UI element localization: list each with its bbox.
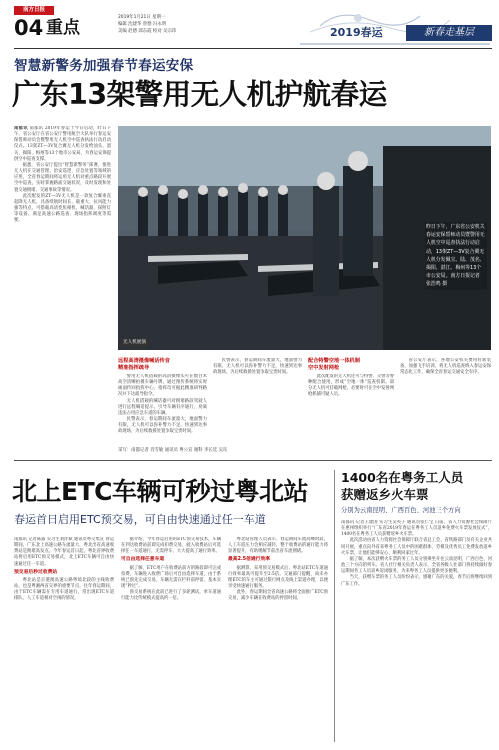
lead-col3-p1: 此次配发的无人机还可与特警、交警等警种配合使用，形成“空地一体”巡查机制。部分无人机可挂载网枪，必要时可在空中发射网枪抓捕可疑人员。 [308, 374, 394, 398]
ticket-body [341, 520, 492, 742]
lead-col2 [118, 374, 207, 444]
ticket-subhead: 分别为云南昆明、广西百色、河池三个方向 [341, 507, 461, 514]
ticket-p3: 据了解，本次获赠火车票的务工人员分别乘坐开往云南昆明、广西百色、河池三个方向的列车。省人社厅相关负责人表示，全省各级人社部门将持续做好春运期间务工人员返乡返岗服务，为来粤务工人员提供更多便利。 [341, 556, 492, 575]
etc-col2-p3: 预交易系统在此前已进行了多轮测试，单车道通行能力比传统模式提高约一倍。 [121, 590, 221, 602]
etc-col3-p1: 粤北站管理人员表示，春运期间车流高峰时段，人工车道压力会相应减轻，整个收费站的通行能力将显著提升，有助缓解节前出省车流拥堵。 [228, 537, 328, 555]
etc-col3-p2: 据测算，采用预交易模式后，粤北站ETC车道通行效率最高可提升至2.5倍。交通部门提醒，尚未办理ETC的车主可通过银行网点及线上渠道办理，以便享受快速通行服务。 [228, 565, 328, 590]
date-line: 2019年1月21日 星期一 [118, 15, 166, 20]
ticket-headline-1: 1400名在粤务工人员 [341, 470, 464, 485]
lead-byline: 采写：南都记者 肖雪敏 通讯员 粤公宣 谢科 李长廷 吴珏 [118, 448, 228, 453]
editor-line: 编辑 沈建华 曾德 冯永明 [118, 22, 167, 27]
lead-col1-p3: 此次配发的ZT—3V无人机是一款复合翼垂直起降无人机，具备续航时间长、载重大、抗风能力强等特点，可搭载高清变焦相机、喊话器、探照灯等设备，满足高速公路巡查、现场指挥调度等需要。 [14, 193, 111, 224]
ticket-p4: 当天，获赠车票的务工人员纷纷表示，感谢广东的关爱，春节后将继续回到广东工作。 [341, 575, 492, 587]
banner-brand: 2019春运 [330, 26, 383, 39]
lead-col3-sub: 空中发射网枪 [308, 365, 340, 371]
lead-kicker: 智慧新警务加强春节春运安保 [14, 58, 194, 74]
masthead-rule [14, 48, 492, 49]
lead-col2b-p1: 民警表示，春运期间车流量大，地面警力有限，无人机可以弥补警力不足，快速到达事故现场，为后续救援处置争取宝贵时间。 [213, 358, 302, 376]
section-title: 重点 [46, 18, 80, 38]
lead-col1: 南都讯 南都讯 2019年春运于今日启动，昨日下午，省公安厅在省公安厅警用航空大队举行春运安保誓师动员会暨警用无人机空中巡查执法行动启动仪式。13架ZT—3V复合翼无人机分发给汕头、韶关、揭阳、梅州等13个地市公安局，为春运安保提供空中巡查支撑。 据悉，省公安厅提出“智慧新警务”部署，推进无人机在交通管理、治安巡逻、应急处置等领域的应用，全省春运期间将运用无人机对重点路段开展空中巡查，实时掌握路面交通状况，及时发现和处置交通拥堵、交通事故等情况。 此次配发的ZT—3V无人机是一款复合翼垂直起降无人机，具备续航时间长、载重大、抗风能力强等特点，可搭载高清变焦相机、喊话器、探照灯等设备，满足高速公路巡查、现场指挥调度等需要。 [14, 126, 111, 224]
lead-col1-p1: 南都讯 2019年春运于今日启动，昨日下午，省公安厅在省公安厅警用航空大队举行春运安保誓师动员会暨警用无人机空中巡查执法行动启动仪式。13架ZT—3V复合翼无人机分发给汕头、韶关、揭阳、梅州等13个地市公安局，为春运安保提供空中巡查支撑。 [14, 126, 111, 162]
lead-col2-p2: 无人机搭载的喊话器可对拥堵路段驾驶人进行远程喊话提示，引导车辆有序通行，劝离违法占用应急车道的车辆。 [118, 398, 207, 416]
etc-col2-subtitle: 可自由选择任意车道 [121, 557, 165, 563]
etc-col2 [121, 537, 221, 742]
lead-col3-title: 配合特警空地一体机制 [308, 358, 360, 364]
page-number: 04 [14, 16, 44, 40]
etc-col3-p3: 此外，春运期间全省高速公路将全面推广ETC预交易，减少车辆在收费站的停留时间。 [228, 590, 328, 602]
design-line: 美编 赵德 邱东霞 校对 吴宗玮 [118, 29, 177, 34]
lead-col1-p2: 据悉，省公安厅提出“智慧新警务”部署，推进无人机在交通管理、治安巡逻、应急处置等领域的应用，全省春运期间将运用无人机对重点路段开展空中巡查，实时掌握路面交通状况，及时发现和处置交通拥堵、交通事故等情况。 [14, 162, 111, 193]
lead-col4-p1: 省公安厅表示，各地公安机关要用好新装备，加强飞手培训，将无人机巡查纳入春运安保常态化工作，确保全省春运交通安全有序。 [400, 358, 491, 376]
masthead-logo: 南方日报 [14, 6, 54, 15]
etc-col3 [228, 537, 328, 742]
lead-col3 [308, 374, 394, 444]
column-divider [334, 470, 335, 742]
etc-col2-p2: 据了解，ETC用户在收费站前方的路段即可完成扣费，车辆进入收费广场后可自由选择车道，由于系统已预先完成交易，车辆无需在栏杆前停留，基本实现“秒过”。 [121, 565, 221, 590]
ticket-p2: 此次活动由省人力资源社会保障厅联合省总工会、省铁路部门及有关企业共同开展，重点向外省来粤务工人员中的困难群体、劳模及优秀员工免费发放返乡火车票，让他们能够安心、顺利回家过年。 [341, 538, 492, 556]
banner-slogan-box [406, 25, 492, 41]
ticket-p1: 南都讯 记者王建国 实习生吴英子 通讯员张仁宝 日前，省人力资源社会保障厅在惠州组织举行“广东省2019年春运在粤务工人员返乡免费火车票发放仪式”，1400名在粤务工人员获赠返乡火车票。 [341, 520, 492, 538]
banner-slogan: 新春走基层 [424, 27, 474, 38]
etc-col1-subtitle: 预交易后秒过收费站 [14, 569, 58, 575]
etc-col1-p1: 南都讯 记者陈露 实习生刘洋斌 通讯员粤交集宣 春运期间，广东北上高速公路车流量大，粤北出省高速收费站是拥堵高发点。今年春运首日起，粤北省界收费站将启用ETC预交易模式，北上ETC车辆可自由快速通过任一车道。 [14, 537, 114, 567]
photo-caption: 昨日下午，广东省公安机关春运安保誓师动员暨警用无人机空中巡查执法行动启动，13架ZT—3V复合翼无人机分发佩宝、陆、茂名、揭阳、湛江、梅州等13个市公安局。南方日报记者 张浩鸣 摄 [425, 222, 487, 290]
lead-bottom-rule [14, 460, 492, 461]
lead-headline: 广东13架警用无人机护航春运 [12, 78, 387, 111]
lead-col4 [400, 358, 491, 444]
etc-subhead: 春运首日启用ETC预交易，可自由快速通过任一车道 [14, 513, 266, 526]
lead-col2b [213, 358, 302, 444]
ticket-headline-2: 获赠返乡火车票 [341, 487, 429, 502]
lead-col2-p3: 民警表示，春运期间车流量大，地面警力有限，无人机可以弥补警力不足，快速到达事故现场，为后续救援处置争取宝贵时间。 [118, 417, 207, 435]
lead-col2-title: 远程高清摄像喊话传音 [118, 358, 170, 364]
etc-headline: 北上ETC车辆可秒过粤北站 [12, 477, 308, 506]
lead-col2-p1: 警用无人机搭载的高清摄像头可在数百米高空清晰拍摄车辆号牌，通过图传系统将实时画面传回指挥中心，指挥员可据此精准研判路况并下达疏导指令。 [118, 374, 207, 398]
etc-col2-p1: 据介绍，今年春运启用的ETC预交易技术，车辆在到达收费站前即完成扣费交易，驶入收费站后可选择任一车道通行，无需停车，大大提高了通行效率。 [121, 537, 221, 555]
lead-col2-sub: 精准指挥疏导 [118, 365, 150, 371]
etc-col1 [14, 537, 114, 742]
etc-col1-p2: 粤北站是京港澳高速公路粤境北段的主线收费站，也是粤湘两省交界的重要节点。往年春运期间，由于ETC车辆需在专用车道通行，常出现ETC车道排队、人工车道相对空闲的情况。 [14, 577, 114, 602]
photo-caption-tag: 无人机展演 [123, 340, 146, 345]
etc-col3-subtitle: 最高2.5倍通行效率 [228, 557, 271, 563]
